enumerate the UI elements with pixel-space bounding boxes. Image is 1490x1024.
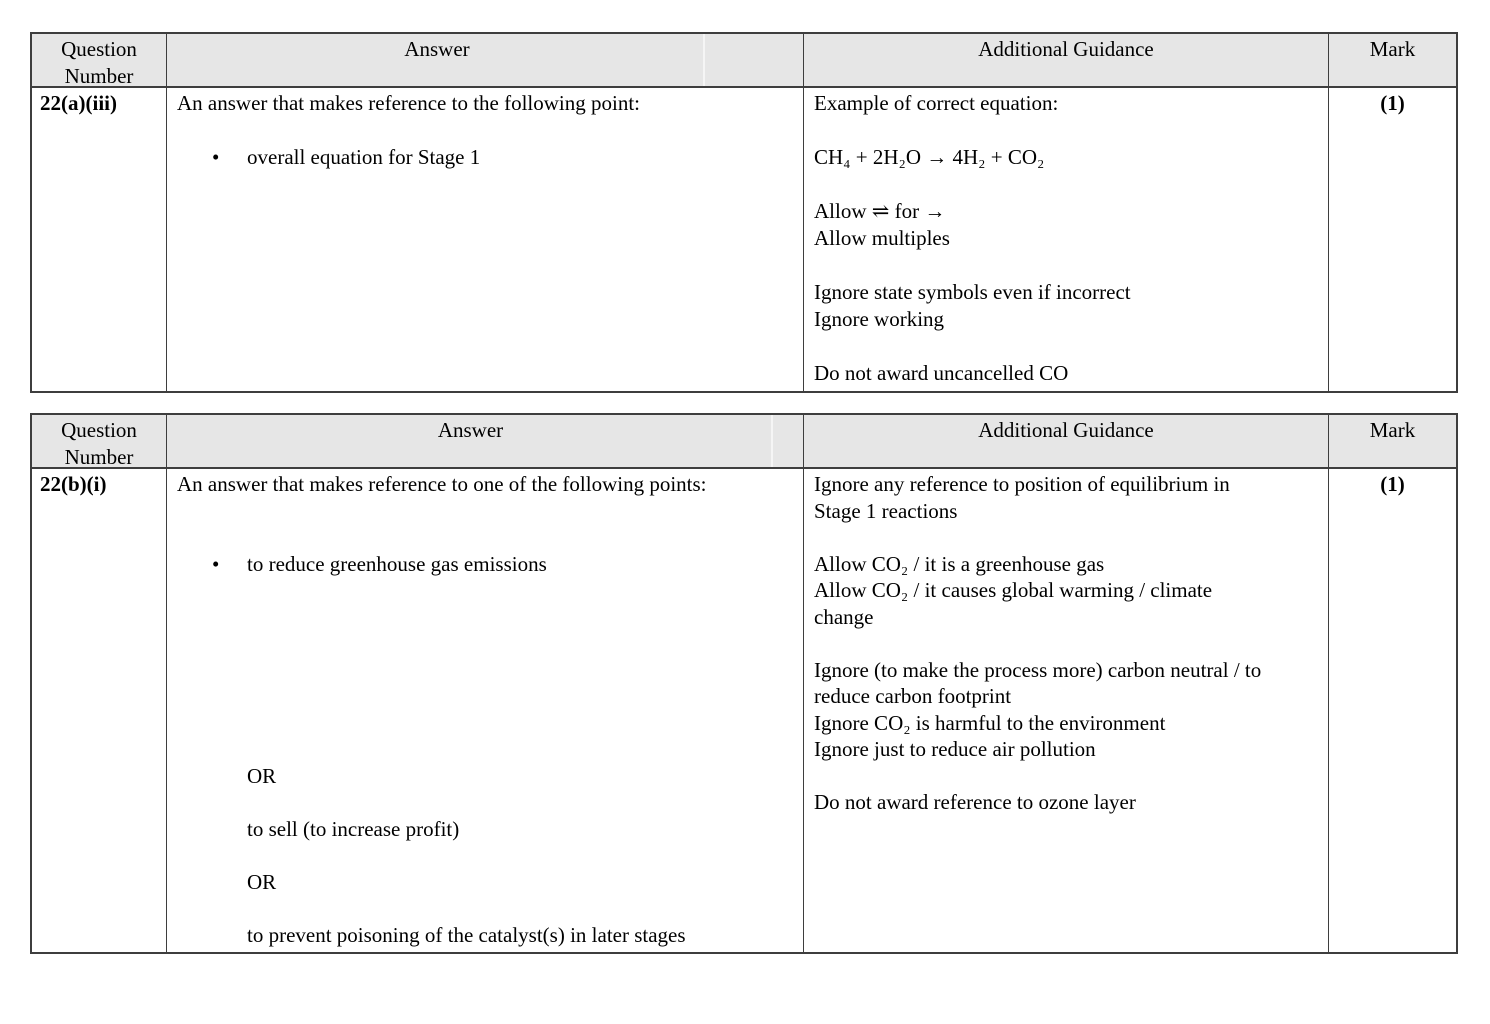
table-body-row: [32, 88, 1456, 391]
bullet-icon: •: [212, 145, 220, 169]
indented-line: to prevent poisoning of the catalyst(s) in later stages: [247, 922, 686, 947]
bullet-point-line: [177, 144, 793, 171]
text-line: Do not award reference to ozone layer: [814, 790, 1136, 814]
table-header-row: [32, 415, 1456, 469]
bullet-icon: •: [212, 551, 220, 576]
column-header-answer-label: Answer: [404, 37, 470, 61]
blank-line: [814, 252, 1318, 279]
text-line: Allow multiples: [814, 226, 950, 250]
text-line: Ignore just to reduce air pollution: [814, 737, 1096, 761]
text-line: An answer that makes reference to one of the following points:: [177, 472, 707, 496]
question-number-cell: 22(b)(i): [32, 469, 167, 952]
indented-line: to sell (to increase profit): [247, 816, 460, 841]
text-line: change: [814, 604, 874, 629]
mark-scheme-table-22a-iii: [30, 32, 1458, 393]
additional-guidance-cell: [804, 469, 1329, 952]
answer-cell: [167, 469, 804, 952]
header-subcolumn-divider: [771, 415, 773, 467]
text-line: CH₄ + 2H₂O → 4H₂ + CO₂: [814, 145, 1045, 169]
blank-line: [814, 763, 1318, 790]
blank-line: [177, 683, 793, 710]
blank-line: [177, 604, 793, 631]
blank-line: [177, 789, 793, 816]
blank-line: [177, 657, 793, 684]
column-header-additional-guidance: Additional Guidance: [804, 34, 1329, 86]
column-header-mark: Mark: [1369, 37, 1416, 61]
blank-line: [177, 117, 793, 144]
indented-line: OR: [247, 869, 277, 894]
column-header-mark: Mark: [1369, 418, 1416, 442]
text-line: Stage 1 reactions: [814, 498, 958, 523]
text-line: Allow CO₂ / it causes global warming / climate: [814, 578, 1213, 602]
column-header-answer: [167, 34, 804, 86]
text-line: Ignore working: [814, 307, 945, 331]
blank-line: [814, 524, 1318, 551]
indented-line: OR: [247, 763, 277, 788]
text-line: Do not award uncancelled CO: [814, 361, 1069, 385]
text-line: Ignore (to make the process more) carbon neutral / to: [814, 657, 1262, 682]
blank-line: [814, 117, 1318, 144]
column-header-question-number: Question Number: [32, 415, 167, 467]
bullet-text: overall equation for Stage 1: [247, 145, 481, 169]
blank-line: [177, 842, 793, 869]
blank-line: [177, 895, 793, 922]
blank-line: [177, 710, 793, 737]
text-line: Ignore state symbols even if incorrect: [814, 280, 1131, 304]
text-line: reduce carbon footprint: [814, 684, 1012, 708]
blank-line: [177, 524, 793, 551]
column-header-answer-label: Answer: [437, 418, 504, 442]
additional-guidance-cell: [804, 88, 1329, 391]
bullet-text: to reduce greenhouse gas emissions: [247, 551, 547, 576]
mark-cell: (1): [1380, 472, 1405, 496]
column-header-question-number: Question Number: [32, 34, 167, 86]
blank-line: [177, 736, 793, 763]
text-line: An answer that makes reference to the following point:: [177, 91, 641, 115]
blank-line: [177, 498, 793, 525]
question-number-cell: 22(a)(iii): [32, 88, 167, 391]
answer-cell: [167, 88, 804, 391]
column-header-answer: [167, 415, 804, 467]
bullet-point-line: [177, 551, 793, 578]
blank-line: [177, 630, 793, 657]
text-line: Ignore any reference to position of equilibrium in: [814, 472, 1230, 496]
table-header-row: [32, 34, 1456, 88]
blank-line: [814, 333, 1318, 360]
table-body-row: [32, 469, 1456, 952]
text-line: Allow ⇌ for →: [814, 199, 946, 223]
column-header-additional-guidance: Additional Guidance: [804, 415, 1329, 467]
text-line: Ignore CO₂ is harmful to the environment: [814, 710, 1166, 735]
blank-line: [814, 171, 1318, 198]
blank-line: [814, 630, 1318, 657]
text-line: Example of correct equation:: [814, 91, 1059, 115]
mark-cell: (1): [1380, 91, 1405, 115]
blank-line: [177, 577, 793, 604]
header-subcolumn-divider: [703, 34, 705, 86]
mark-scheme-table-22b-i: [30, 413, 1458, 954]
text-line: Allow CO₂ / it is a greenhouse gas: [814, 551, 1105, 576]
